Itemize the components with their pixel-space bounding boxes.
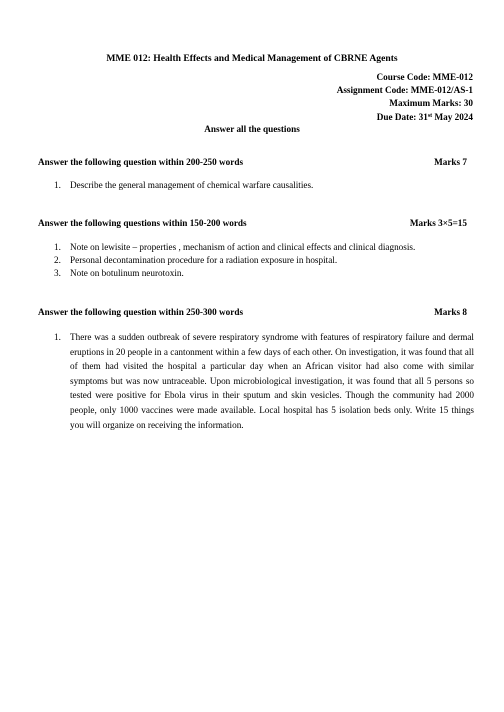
question-item [54, 267, 474, 280]
question-list-2 [54, 241, 474, 281]
general-instruction: Answer all the questions [204, 124, 300, 134]
section-heading-3 [38, 307, 467, 317]
question-item [54, 254, 474, 267]
section-marks: Marks 3×5=15 [409, 218, 467, 228]
assignment-code: Assignment Code: MME-012/AS-1 [336, 85, 473, 96]
question-text: Note on botulinum neurotoxin. [70, 268, 184, 279]
question-list-3 [54, 330, 474, 432]
question-number: 1. [54, 180, 61, 190]
section-instruction: Answer the following questions within 150-200 words [38, 218, 247, 228]
section-marks: Marks 7 [434, 157, 467, 167]
question-list-1 [54, 180, 474, 190]
question-item [54, 241, 474, 254]
question-text: Note on lewisite – properties , mechanism of action and clinical effects and clinical diagnosis. [70, 242, 416, 252]
due-date-superscript: st [427, 112, 433, 119]
question-item [54, 180, 474, 190]
question-text: There was a sudden outbreak of severe respiratory syndrome with features of respiratory failure and dermal eruptions in 20 people in a cantonment within a few days of each other. On investigation, it was found that all of them had visited the hospital a particular day when an African visitor had also come with similar symptoms but was now untraceable. Upon microbiological investigation, it was found that all 5 persons so tested were positive for Ebola virus in their sputum and skin vesicles. Though the community had 2000 people, only 1000 vaccines were made available. Local hospital has 5 isolation beds only. Write 15 things you will organize on receiving the information. [70, 332, 474, 430]
maximum-marks: Maximum Marks: 30 [389, 98, 473, 109]
section-heading-1 [38, 157, 467, 167]
question-number: 1. [54, 332, 61, 342]
section-instruction: Answer the following question within 200-250 words [38, 157, 244, 167]
document-title: MME 012: Health Effects and Medical Management of CBRNE Agents [106, 53, 398, 64]
question-number: 2. [54, 255, 61, 266]
assignment-meta [337, 71, 473, 124]
question-number: 1. [54, 242, 61, 252]
course-code: Course Code: MME-012 [376, 72, 473, 82]
question-number: 3. [54, 268, 61, 279]
due-date-prefix: Due Date: 31 [376, 111, 428, 122]
section-marks: Marks 8 [434, 307, 467, 317]
section-instruction: Answer the following question within 250-300 words [38, 307, 244, 317]
due-date-suffix: May 2024 [432, 111, 473, 122]
question-text: Describe the general management of chemical warfare causalities. [70, 180, 314, 190]
due-date [337, 111, 473, 124]
question-item [54, 330, 474, 432]
question-text: Personal decontamination procedure for a radiation exposure in hospital. [70, 255, 338, 266]
section-heading-2 [38, 218, 467, 228]
